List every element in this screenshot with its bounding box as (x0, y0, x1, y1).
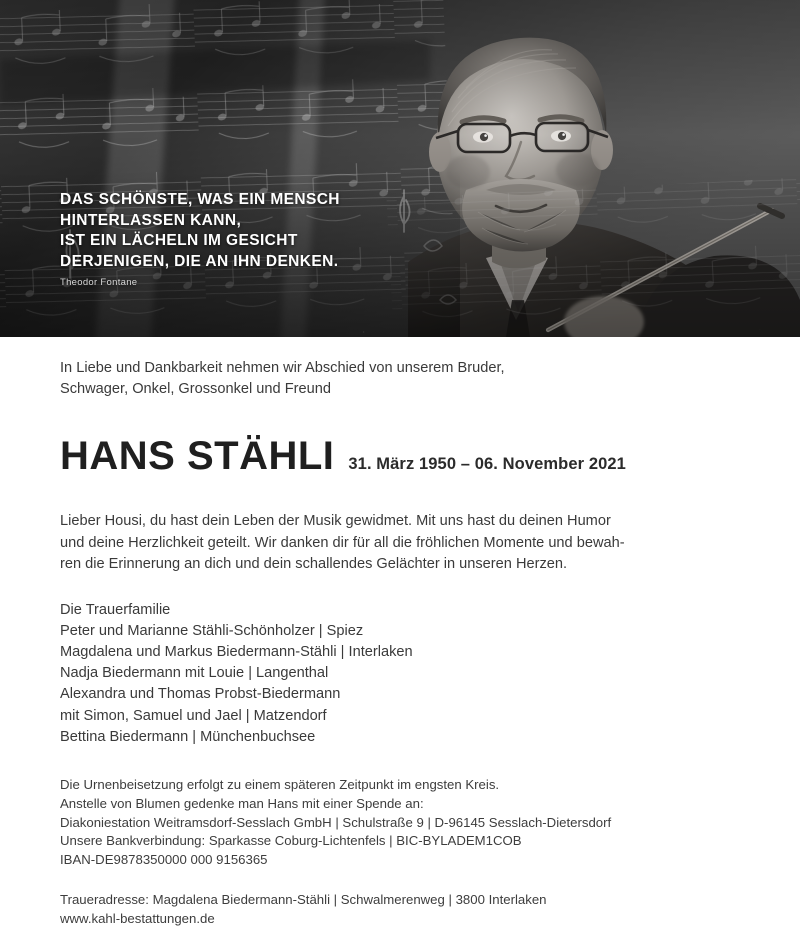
tribute-line-2: und deine Herzlichkeit geteilt. Wir danken dir für all die fröhlichen Momente und bewah- (60, 534, 625, 551)
memorial-photo (0, 0, 800, 337)
condolence-address: Traueradresse: Magdalena Biedermann-Stähli | Schwalmerenweg | 3800 Interlaken (60, 891, 547, 907)
donation-recipient: Diakoniestation Weitramsdorf-Sesslach GmbH | Schulstraße 9 | D-96145 Sesslach-Dietersdorf (60, 814, 612, 830)
bereaved-family-list (60, 600, 740, 748)
memorial-quote (60, 190, 340, 288)
family-line-2: Peter und Marianne Stähli-Schönholzer | Spiez (60, 622, 364, 639)
deceased-name: HANS STÄHLI (60, 434, 335, 478)
note-line-2: Anstelle von Blumen gedenke man Hans mit einer Spende an: (60, 795, 424, 811)
family-line-4: Nadja Biedermann mit Louie | Langenthal (60, 665, 329, 682)
intro-line-1: In Liebe und Dankbarkeit nehmen wir Abschied von unserem Bruder, (60, 360, 505, 376)
quote-line-2: HINTERLASSEN KANN, (60, 211, 242, 229)
quote-line-1: DAS SCHÖNSTE, WAS EIN MENSCH (60, 191, 340, 208)
funeral-and-donation-notes (60, 776, 740, 870)
introduction-text (60, 358, 740, 400)
tribute-text (60, 511, 740, 576)
family-line-6: mit Simon, Samuel und Jael | Matzendorf (60, 707, 327, 724)
bank-details: Unsere Bankverbindung: Sparkasse Coburg-Lichtenfels | BIC-BYLADEM1COB (60, 833, 522, 849)
quote-line-4: DERJENIGEN, DIE AN IHN DENKEN. (60, 252, 339, 270)
quote-attribution: Theodor Fontane (60, 277, 138, 288)
intro-line-2: Schwager, Onkel, Grossonkel und Freund (60, 381, 331, 397)
contact-information (60, 891, 740, 929)
quote-line-3: IST EIN LÄCHELN IM GESICHT (60, 232, 298, 249)
family-line-1: Die Trauerfamilie (60, 601, 171, 618)
deceased-heading (60, 435, 740, 477)
note-line-1: Die Urnenbeisetzung erfolgt zu einem späteren Zeitpunkt im engsten Kreis. (60, 776, 500, 792)
iban: IBAN-DE9878350000 000 9156365 (60, 852, 268, 868)
tribute-line-1: Lieber Housi, du hast dein Leben der Musik gewidmet. Mit uns hast du deinen Humor (60, 513, 611, 529)
life-dates: 31. März 1950 – 06. November 2021 (348, 455, 626, 473)
funeral-home-website: www.kahl-bestattungen.de (60, 910, 215, 926)
family-line-7: Bettina Biedermann | Münchenbuchsee (60, 728, 316, 745)
tribute-line-3: ren die Erinnerung an dich und dein schallendes Gelächter in unseren Herzen. (60, 556, 568, 572)
notice-content (0, 337, 800, 929)
family-line-3: Magdalena und Markus Biedermann-Stähli | Interlaken (60, 643, 413, 660)
family-line-5: Alexandra und Thomas Probst-Biedermann (60, 686, 341, 703)
